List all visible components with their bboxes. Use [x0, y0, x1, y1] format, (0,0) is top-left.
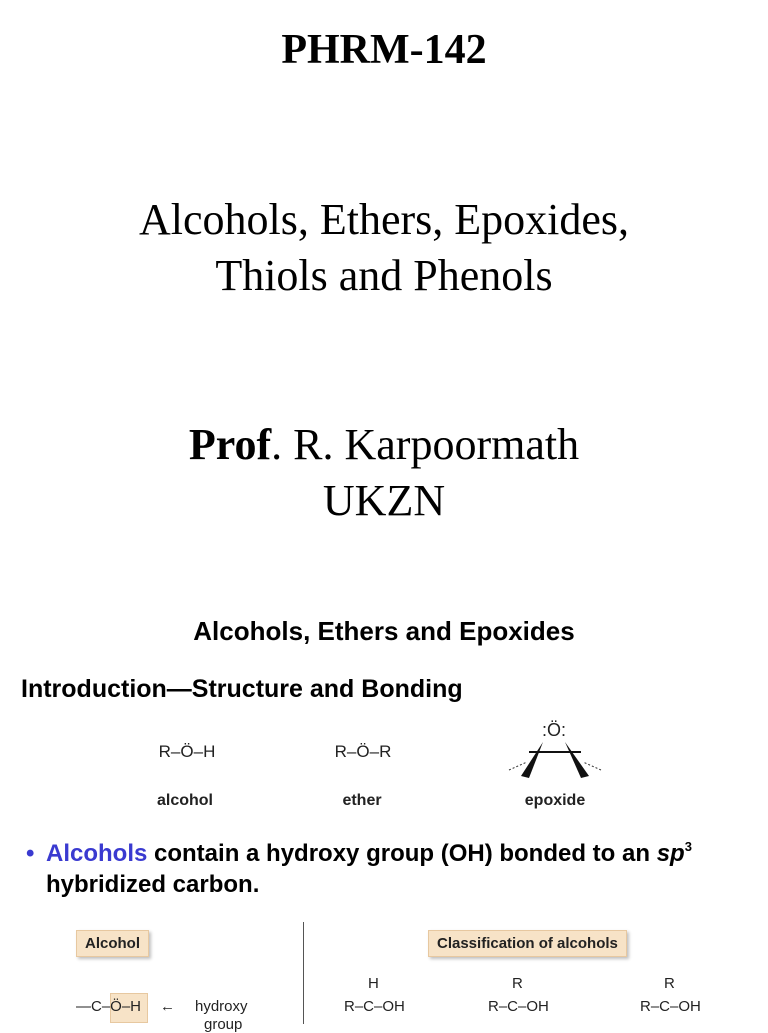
classification-tag: Classification of alcohols	[428, 930, 627, 957]
class-1-formula: R–C–OH	[344, 998, 405, 1015]
bullet-text-line-2: hybridized carbon.	[46, 871, 260, 898]
alcohol-formula: R–Ö–H	[158, 742, 216, 761]
section-subheading: Introduction—Structure and Bonding	[21, 675, 463, 703]
ether-label: ether	[342, 792, 382, 809]
author-line	[0, 419, 768, 470]
figure-divider	[303, 922, 304, 1024]
class-1-top: H	[368, 975, 379, 992]
class-2-top: R	[512, 975, 523, 992]
bullet-icon: •	[26, 840, 35, 867]
slide-title-line-2: Thiols and Phenols	[215, 251, 553, 300]
hydroxy-label-2: group	[204, 1016, 243, 1033]
bullet-italic: sp	[656, 840, 685, 867]
epoxide-oxygen: :Ö:	[541, 720, 567, 740]
course-code: PHRM-142	[281, 27, 487, 73]
alcohol-fragment: —C–Ö–H	[76, 998, 142, 1015]
class-3-formula: R–C–OH	[640, 998, 701, 1015]
class-3-top: R	[664, 975, 675, 992]
bullet-text: contain a hydroxy group (OH) bonded to an	[147, 840, 657, 867]
institution: UKZN	[322, 476, 446, 525]
bullet-superscript: 3	[684, 839, 692, 854]
ether-formula: R–Ö–R	[334, 742, 392, 761]
hydroxy-label: hydroxy	[195, 998, 248, 1015]
hydroxy-arrow: ←	[160, 998, 175, 1015]
author-prefix: Prof	[188, 420, 272, 469]
epoxide-label: epoxide	[524, 792, 586, 809]
author-name: . R. Karpoormath	[271, 420, 580, 469]
alcohol-label: alcohol	[156, 792, 213, 809]
class-2-formula: R–C–OH	[488, 998, 549, 1015]
slide-title-line-1: Alcohols, Ethers, Epoxides,	[138, 195, 630, 244]
bullet-point	[26, 838, 756, 900]
section-heading: Alcohols, Ethers and Epoxides	[193, 616, 575, 646]
epoxide-diagram	[505, 712, 605, 784]
bullet-highlight: Alcohols	[46, 840, 148, 867]
alcohol-tag: Alcohol	[76, 930, 149, 957]
